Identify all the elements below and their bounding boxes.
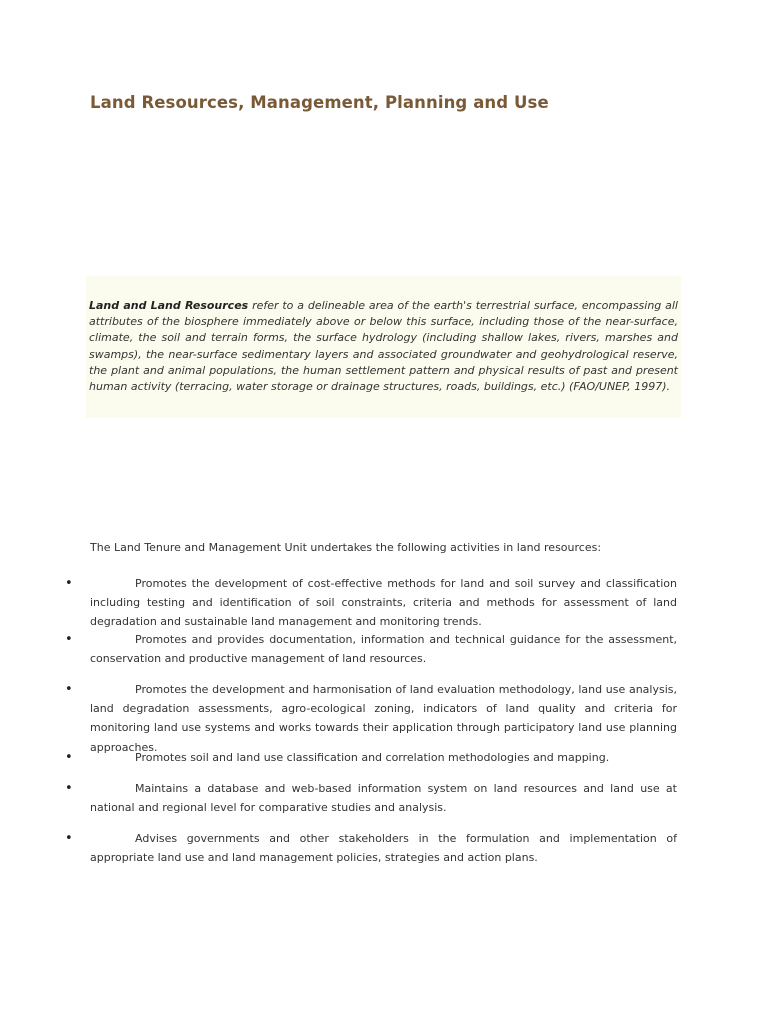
activity-item <box>65 829 677 867</box>
activity-item <box>65 630 677 668</box>
bullet-icon: • <box>65 750 73 765</box>
activity-text: Maintains a database and web-based information system on land resources and land use at national and regional level for comparative studies and analysis. <box>90 782 677 815</box>
activity-item <box>65 779 677 817</box>
activity-text: Promotes and provides documentation, information and technical guidance for the assessment, conservation and productive management of land resources. <box>90 633 677 666</box>
definition-term: Land and Land Resources <box>89 299 249 312</box>
bullet-icon: • <box>65 682 73 697</box>
definition-text: refer to a delineable area of the earth's terrestrial surface, encompassing all attributes of the biosphere immediately above or below this surface, including those of the near-surface, climate, the soil and terrain forms, the surface hydrology (including shallow lakes, rivers, marshes and swamps), the near-surface sedimentary layers and associated groundwater and geohydrological reserve, the plant and animal populations, the human settlement pattern and physical results of past and present human activity (terracing, water storage or drainage structures, roads, buildings, etc.) (FAO/UNEP, 1997). <box>89 299 678 394</box>
intro-text: The Land Tenure and Management Unit undertakes the following activities in land resources: <box>90 541 602 554</box>
activity-text: Promotes the development of cost-effective methods for land and soil survey and classification including testing and identification of soil constraints, criteria and methods for assessment of land degradation and sustainable land management and monitoring trends. <box>90 577 677 629</box>
bullet-icon: • <box>65 831 73 846</box>
activity-text: Promotes soil and land use classification and correlation methodologies and mapping. <box>135 751 610 764</box>
definition-box <box>86 276 681 418</box>
activity-text: Promotes the development and harmonisation of land evaluation methodology, land use analysis, land degradation assessments, agro-ecological zoning, indicators of land quality and criteria for monitoring land use systems and works towards their application through participatory land use planning approaches. <box>90 683 677 754</box>
activity-item <box>65 680 677 757</box>
bullet-icon: • <box>65 632 73 647</box>
activity-item <box>65 574 677 632</box>
definition-paragraph <box>89 298 678 395</box>
bullet-icon: • <box>65 576 73 591</box>
activity-item <box>65 748 677 767</box>
page-title: Land Resources, Management, Planning and Use <box>90 93 549 112</box>
activity-text: Advises governments and other stakeholders in the formulation and implementation of appropriate land use and land management policies, strategies and action plans. <box>90 832 677 865</box>
bullet-icon: • <box>65 781 73 796</box>
